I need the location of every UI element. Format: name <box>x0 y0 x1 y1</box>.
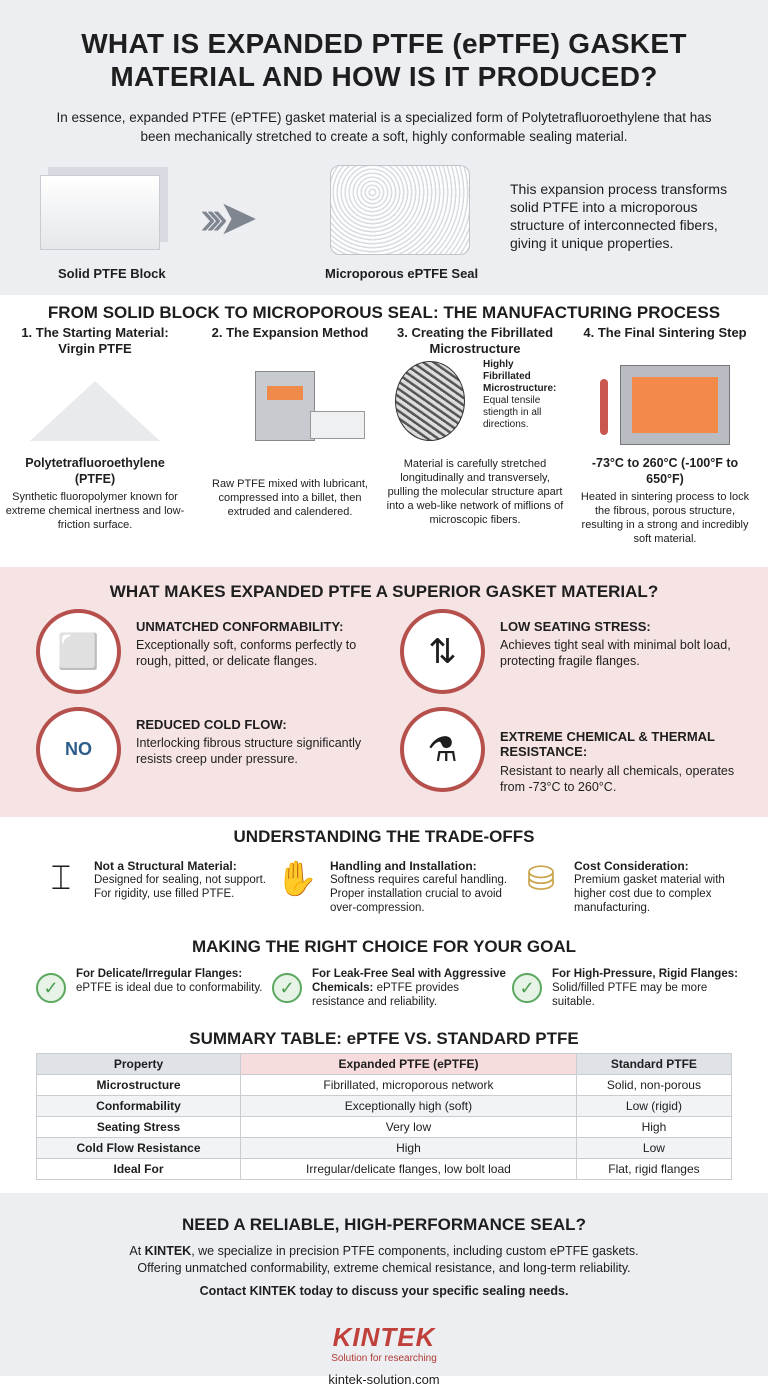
i-beam-icon: ⌶ <box>50 859 72 897</box>
table-cell: High <box>241 1138 577 1159</box>
step-2: 2. The Expansion Method Raw PTFE mixed with lubricant, compressed into a billet, then extruded and calendered. <box>211 325 369 518</box>
arrow-icon: ›››➤ <box>200 192 249 245</box>
website-link[interactable]: kintek-solution.com <box>328 1372 440 1387</box>
table-cell: Low (rigid) <box>576 1096 731 1117</box>
header-section <box>0 0 768 295</box>
side-text: This expansion process transforms solid PTFE into a microporous structure of interconnected fibers, giving it unique properties. <box>510 181 728 251</box>
footer-section: NEED A RELIABLE, HIGH-PERFORMANCE SEAL? At KINTEK, we specialize in precision PTFE components, including custom ePTFE gaskets. Offering unmatched conformability, extreme chemical resistance, and long-term reliability. Contact KINTEK today to discuss your specific sealing needs. KINTEK Solution for researching kintek-solution.com <box>0 1193 768 1376</box>
check-icon: ✓ <box>272 973 302 1003</box>
extrusion-machine-image <box>215 359 365 451</box>
check-icon: ✓ <box>36 973 66 1003</box>
flange-icon: ⬜ <box>36 609 121 694</box>
table-cell: Microstructure <box>37 1075 241 1096</box>
flask-thermometer-icon: ⚗ <box>400 707 485 792</box>
table-cell: Irregular/delicate flanges, low bolt load <box>241 1159 577 1180</box>
superior-section <box>0 567 768 817</box>
table-cell: Very low <box>241 1117 577 1138</box>
choice-heading: MAKING THE RIGHT CHOICE FOR YOUR GOAL <box>191 937 577 956</box>
step-4: 4. The Final Sintering Step -73°C to 260°C (-100°F to 650°F) Heated in sintering process to lock the fibrous, porous structure, resulting in a strong and incredibly soft material. <box>580 325 750 545</box>
table-cell: Fibrillated, microporous network <box>241 1075 577 1096</box>
logo-tagline: Solution for researching <box>331 1353 437 1364</box>
table-cell: Ideal For <box>37 1159 241 1180</box>
card-chemical-thermal: ⚗ EXTREME CHEMICAL & THERMAL RESISTANCE: Resistant to nearly all chemicals, operates from -73°C to 260°C. <box>400 707 750 797</box>
card-cold-flow: NO REDUCED COLD FLOW: Interlocking fibrous structure significantly resists creep under pressure. <box>36 707 386 797</box>
choice-rigid: ✓ For High-Pressure, Rigid Flanges: Solid/filled PTFE may be more suitable. <box>512 967 752 1009</box>
table-cell: Conformability <box>37 1096 241 1117</box>
step-3: 3. Creating the Fibrillated Microstructure Highly Fibrillated Microstructure: Equal tensile stiength in all directions. Material is carefully stretched longitudinally and transversely, pulling the molecular structure apart into a web-like network of miflions of microscopic fibers. <box>386 325 564 526</box>
card-conformability: ⬜ UNMATCHED CONFORMABILITY: Exceptionally soft, conforms perfectly to rough, pitted, or delicate flanges. <box>36 609 386 699</box>
footer-line1: At KINTEK, we specialize in precision PTFE components, including custom ePTFE gaskets. <box>129 1244 639 1258</box>
solid-block-image <box>40 175 160 250</box>
tradeoff-handling: ✋ Handling and Installation: Softness requires careful handling. Proper installation crucial to avoid over-compression. <box>272 859 512 915</box>
choice-chemicals: ✓ For Leak-Free Seal with Aggressive Chemicals: ePTFE provides resistance and reliability. <box>272 967 512 1009</box>
eptfe-seal-image <box>330 165 470 255</box>
tradeoffs-heading: UNDERSTANDING THE TRADE-OFFS <box>233 827 535 846</box>
footer-heading: NEED A RELIABLE, HIGH-PERFORMANCE SEAL? <box>182 1215 586 1234</box>
page-title: WHAT IS EXPANDED PTFE (ePTFE) GASKET MATERIAL AND HOW IS IT PRODUCED? <box>81 28 687 92</box>
footer-cta: Contact KINTEK today to discuss your specific sealing needs. <box>199 1284 569 1298</box>
table-row <box>37 1159 732 1180</box>
kintek-logo: KINTEK <box>332 1322 436 1352</box>
coins-icon: ⛁ <box>526 860 556 898</box>
tradeoffs-section <box>0 817 768 1022</box>
solid-label: Solid PTFE Block <box>58 266 166 281</box>
step-1: 1. The Starting Material: Virgin PTFE Polytetrafluoroethylene (PTFE) Synthetic fluoropolymer known for extreme chemical inertness and low-friction surface. <box>5 325 185 531</box>
table-heading: SUMMARY TABLE: ePTFE VS. STANDARD PTFE <box>189 1029 579 1048</box>
table-cell: Cold Flow Resistance <box>37 1138 241 1159</box>
choice-delicate: ✓ For Delicate/Irregular Flanges: ePTFE is ideal due to conformability. <box>36 967 276 995</box>
check-icon: ✓ <box>512 973 542 1003</box>
seal-label: Microporous ePTFE Seal <box>325 266 479 281</box>
table-cell: Flat, rigid flanges <box>576 1159 731 1180</box>
table-row <box>37 1117 732 1138</box>
table-cell: Seating Stress <box>37 1117 241 1138</box>
superior-heading: WHAT MAKES EXPANDED PTFE A SUPERIOR GASKET MATERIAL? <box>109 582 659 601</box>
table-cell: Exceptionally high (soft) <box>241 1096 577 1117</box>
glove-icon: ✋ <box>275 860 319 898</box>
thermometer-icon <box>600 379 608 435</box>
intro-text: In essence, expanded PTFE (ePTFE) gasket material is a specialized form of Polytetrafluoroethylene that has been mechanically stretched to create a soft, highly conformable sealing material. <box>56 110 712 144</box>
process-section <box>0 295 768 565</box>
table-row <box>37 1138 732 1159</box>
powder-pile-image <box>30 359 160 451</box>
card-seating-stress: ⇅ LOW SEATING STRESS: Achieves tight seal with minimal bolt load, protecting fragile flanges. <box>400 609 750 699</box>
table-cell: Low <box>576 1138 731 1159</box>
no-flow-icon: NO <box>36 707 121 792</box>
process-heading: FROM SOLID BLOCK TO MICROPOROUS SEAL: THE MANUFACTURING PROCESS <box>47 303 721 322</box>
table-row <box>37 1075 732 1096</box>
table-cell: Solid, non-porous <box>576 1075 731 1096</box>
sintering-oven-image <box>590 359 740 451</box>
bolt-flange-icon: ⇅ <box>400 609 485 694</box>
tradeoff-cost: ⛁ Cost Consideration: Premium gasket material with higher cost due to complex manufacturing. <box>516 859 756 915</box>
table-cell: High <box>576 1117 731 1138</box>
table-row <box>37 1096 732 1117</box>
summary-table: Property Expanded PTFE (ePTFE) Standard PTFE Microstructure Fibrillated, microporous network Solid, non-porous Conformability Exceptionally high (soft) Low (rigid) Seating Stress Very low High Cold Flow Resistance High Low Ideal For Irregular/delicate flanges, low bolt load Flat, rigid flanges <box>36 1053 732 1180</box>
tradeoff-structural: ⌶ Not a Structural Material: Designed for sealing, not support. For rigidity, use filled PTFE. <box>36 859 276 901</box>
fiber-microstructure-image: Highly Fibrillated Microstructure: Equal tensile stiength in all directions. <box>385 359 565 451</box>
